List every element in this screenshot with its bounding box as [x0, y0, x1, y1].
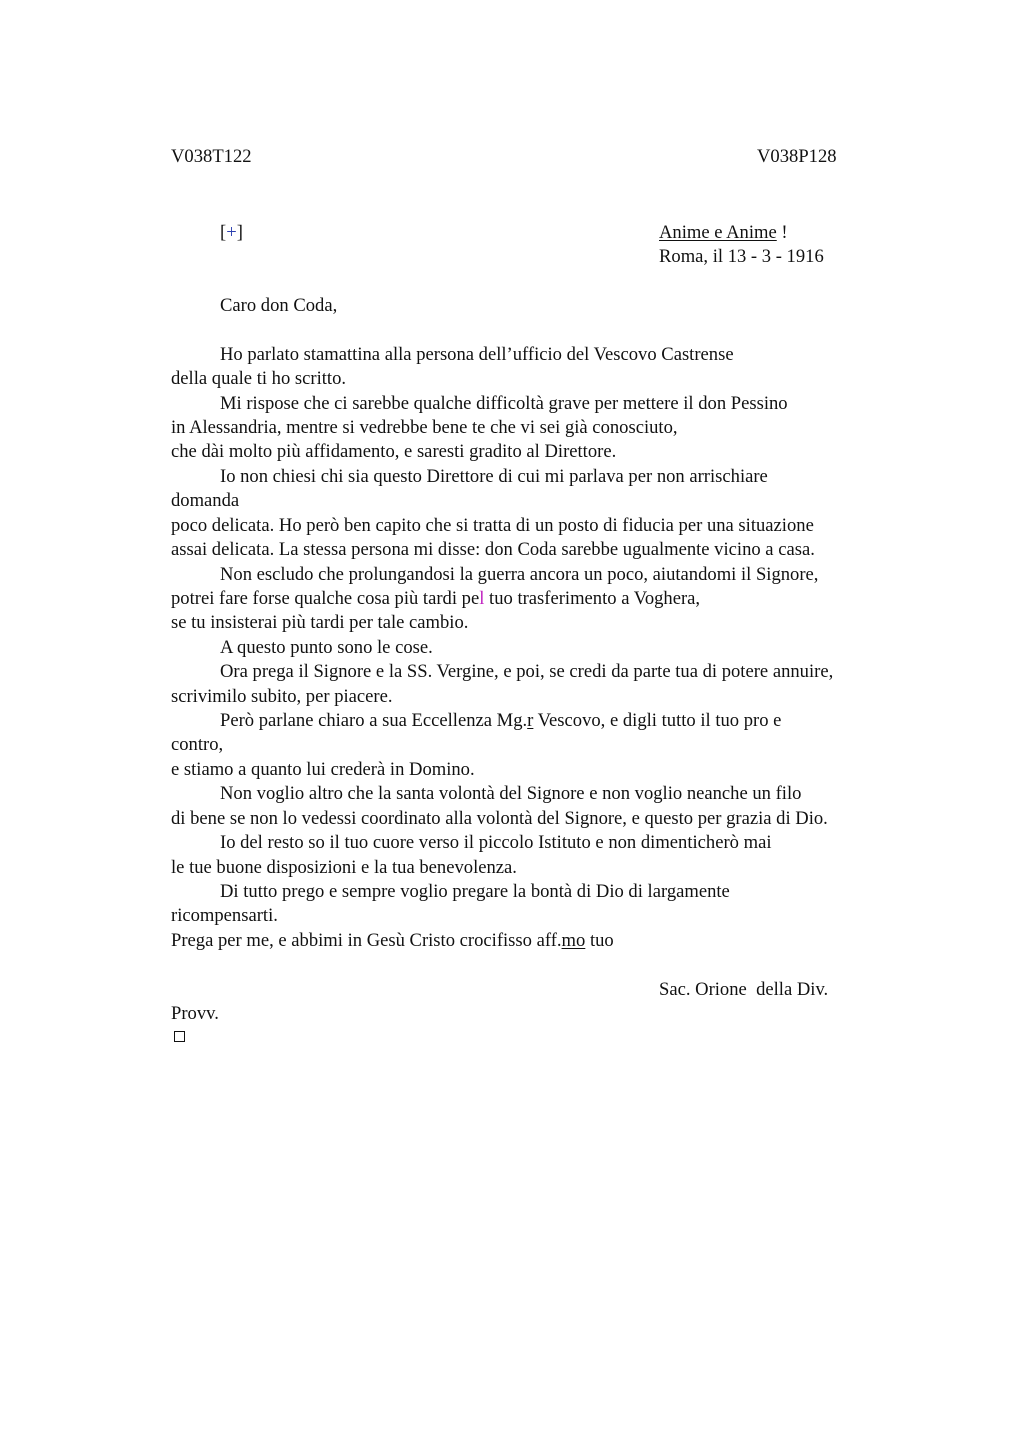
- text-span: tuo: [585, 930, 614, 951]
- document-code-left: V038T122: [171, 146, 252, 167]
- body-line: domanda: [171, 490, 240, 511]
- superscript-abbrev: r: [527, 710, 534, 731]
- signature-continuation: Provv.: [171, 1003, 219, 1024]
- text-span: Prega per me, e abbimi in Gesù Cristo crocifisso aff.: [171, 930, 562, 951]
- body-line: che dài molto più affidamento, e saresti gradito al Direttore.: [171, 441, 617, 462]
- superscript-abbrev: mo: [561, 930, 586, 951]
- body-line: della quale ti ho scritto.: [171, 368, 347, 389]
- text-span: Però parlane chiaro a sua Eccellenza Mg.: [220, 710, 528, 731]
- motto-text: Anime e Anime: [659, 222, 777, 243]
- body-line: le tue buone disposizioni e la tua benevolenza.: [171, 857, 517, 878]
- body-line: Di tutto prego e sempre voglio pregare la bontà di Dio di largamente: [220, 881, 730, 902]
- body-line: Io non chiesi chi sia questo Direttore di cui mi parlava per non arrischiare: [220, 466, 768, 487]
- body-line: contro,: [171, 734, 224, 755]
- body-line: assai delicata. La stessa persona mi disse: don Coda sarebbe ugualmente vicino a casa.: [171, 539, 815, 560]
- cross-marker: [220, 221, 243, 245]
- closing-line: [171, 929, 614, 953]
- text-span: tuo trasferimento a Voghera,: [484, 588, 701, 609]
- body-line: ricompensarti.: [171, 905, 278, 926]
- motto: [659, 221, 788, 245]
- body-line: [220, 709, 781, 733]
- body-line: di bene se non lo vedessi coordinato alla volontà del Signore, e questo per grazia di Dio.: [171, 808, 828, 829]
- plus-icon: +: [226, 222, 237, 243]
- bracket-open: [: [220, 222, 227, 243]
- place-date: Roma, il 13 - 3 - 1916: [659, 246, 824, 267]
- motto-suffix: !: [776, 222, 788, 243]
- signature: Sac. Orione della Div.: [659, 979, 829, 1000]
- body-line: A questo punto sono le cose.: [220, 637, 433, 658]
- body-line: Mi rispose che ci sarebbe qualche difficoltà grave per mettere il don Pessino: [220, 393, 788, 414]
- body-line: Non voglio altro che la santa volontà del Signore e non voglio neanche un filo: [220, 783, 802, 804]
- text-span: potrei fare forse qualche cosa più tardi pe: [171, 588, 480, 609]
- body-line: Ora prega il Signore e la SS. Vergine, e poi, se credi da parte tua di potere annuire,: [220, 661, 834, 682]
- document-code-right: V038P128: [757, 146, 837, 167]
- highlighted-letter: l: [479, 588, 485, 609]
- body-line: Io del resto so il tuo cuore verso il piccolo Istituto e non dimenticherò mai: [220, 832, 772, 853]
- text-span: Vescovo, e digli tutto il tuo pro e: [533, 710, 782, 731]
- body-line: scrivimilo subito, per piacere.: [171, 686, 393, 707]
- body-line: Non escludo che prolungandosi la guerra ancora un poco, aiutandomi il Signore,: [220, 564, 819, 585]
- body-line: in Alessandria, mentre si vedrebbe bene te che vi sei già conosciuto,: [171, 417, 678, 438]
- empty-box-icon: [174, 1031, 185, 1042]
- body-line: poco delicata. Ho però ben capito che si tratta di un posto di fiducia per una situazione: [171, 515, 814, 536]
- bracket-close: ]: [236, 222, 243, 243]
- salutation: Caro don Coda,: [220, 295, 338, 316]
- body-line: se tu insisterai più tardi per tale cambio.: [171, 612, 469, 633]
- body-line: [171, 587, 700, 611]
- body-line: e stiamo a quanto lui crederà in Domino.: [171, 759, 475, 780]
- body-line: Ho parlato stamattina alla persona dell’ufficio del Vescovo Castrense: [220, 344, 734, 365]
